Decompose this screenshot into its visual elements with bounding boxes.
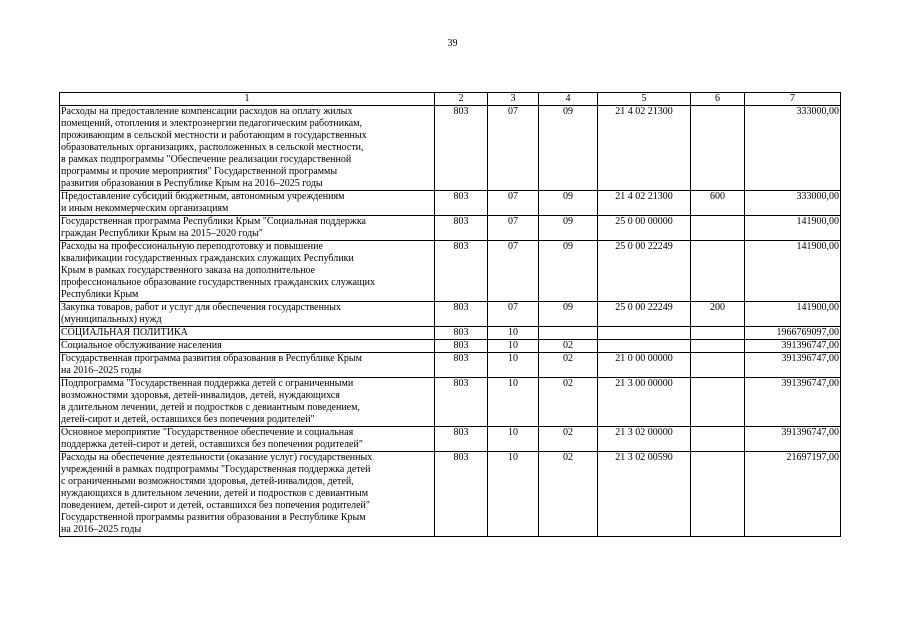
table-row — [60, 241, 841, 302]
row-name: Расходы на предоставление компенсации расходов на оплату жилых помещений, отопления и электроэнергии педагогическим работникам, проживающим в сельской местности и работающим в государственных образовательных организациях, расположенных в сельской местности, в рамках подпрограммы "Обеспечение реализации государственной программы и прочие мероприятия" Государственной программы развития образования в Республике Крым на 2016–2025 годы — [60, 106, 435, 191]
row-pr — [539, 327, 598, 340]
row-sum: 141900,00 — [745, 302, 841, 327]
row-csr — [598, 327, 691, 340]
table-row — [60, 327, 841, 340]
row-csr: 21 0 00 00000 — [598, 353, 691, 378]
table-row — [60, 378, 841, 427]
row-name: Закупка товаров, работ и услуг для обеспечения государственных (муниципальных) нужд — [60, 302, 435, 327]
row-ved: 803 — [435, 378, 488, 427]
header-col-1: 1 — [60, 93, 435, 106]
row-pr: 09 — [539, 302, 598, 327]
row-csr: 21 3 00 00000 — [598, 378, 691, 427]
row-vr — [691, 340, 745, 353]
row-rz: 10 — [488, 340, 539, 353]
budget-table — [59, 92, 841, 537]
row-sum: 391396747,00 — [745, 340, 841, 353]
header-row — [60, 93, 841, 106]
table-row — [60, 106, 841, 191]
row-name: Предоставление субсидий бюджетным, автономным учреждениям и иным некоммерческим организациям — [60, 191, 435, 216]
row-csr: 25 0 00 22249 — [598, 241, 691, 302]
row-pr: 02 — [539, 378, 598, 427]
table-body — [60, 106, 841, 537]
row-vr — [691, 216, 745, 241]
row-pr: 02 — [539, 353, 598, 378]
row-pr: 09 — [539, 106, 598, 191]
row-sum: 141900,00 — [745, 241, 841, 302]
header-col-4: 4 — [539, 93, 598, 106]
row-vr — [691, 241, 745, 302]
row-pr: 09 — [539, 191, 598, 216]
header-col-5: 5 — [598, 93, 691, 106]
row-name: Основное мероприятие "Государственное обеспечение и социальная поддержка детей-сирот и детей, оставшихся без попечения родителей" — [60, 427, 435, 452]
row-vr — [691, 378, 745, 427]
row-rz: 07 — [488, 106, 539, 191]
header-col-3: 3 — [488, 93, 539, 106]
row-ved: 803 — [435, 327, 488, 340]
row-vr: 600 — [691, 191, 745, 216]
row-pr: 09 — [539, 241, 598, 302]
row-name: Государственная программа Республики Крым "Социальная поддержка граждан Республики Крым на 2015–2020 годы" — [60, 216, 435, 241]
row-sum: 141900,00 — [745, 216, 841, 241]
row-csr — [598, 340, 691, 353]
row-name: Государственная программа развития образования в Республике Крым на 2016–2025 годы — [60, 353, 435, 378]
table-row — [60, 340, 841, 353]
row-sum: 391396747,00 — [745, 353, 841, 378]
table-row — [60, 302, 841, 327]
row-name: Расходы на обеспечение деятельности (оказание услуг) государственных учреждений в рамках подпрограммы "Государственная поддержка детей с ограниченными возможностями здоровья, детей-инвалидов, детей, нуждающихся в длительном лечении, детей и подростков с девиантным поведением, детей-сирот и детей, оставшихся без попечения родителей" Государственной программы развития образования в Республике Крым на 2016–2025 годы — [60, 452, 435, 537]
row-ved: 803 — [435, 241, 488, 302]
row-pr: 09 — [539, 216, 598, 241]
row-rz: 10 — [488, 378, 539, 427]
row-sum: 1966769097,00 — [745, 327, 841, 340]
header-col-2: 2 — [435, 93, 488, 106]
row-pr: 02 — [539, 340, 598, 353]
row-ved: 803 — [435, 452, 488, 537]
row-pr: 02 — [539, 452, 598, 537]
header-col-6: 6 — [691, 93, 745, 106]
row-vr — [691, 353, 745, 378]
row-rz: 10 — [488, 452, 539, 537]
row-ved: 803 — [435, 353, 488, 378]
row-sum: 333000,00 — [745, 106, 841, 191]
row-ved: 803 — [435, 216, 488, 241]
row-name: СОЦИАЛЬНАЯ ПОЛИТИКА — [60, 327, 435, 340]
row-vr — [691, 427, 745, 452]
row-sum: 333000,00 — [745, 191, 841, 216]
row-rz: 10 — [488, 327, 539, 340]
row-rz: 07 — [488, 216, 539, 241]
row-rz: 10 — [488, 353, 539, 378]
row-sum: 391396747,00 — [745, 378, 841, 427]
row-csr: 21 4 02 21300 — [598, 191, 691, 216]
row-ved: 803 — [435, 191, 488, 216]
row-vr — [691, 452, 745, 537]
row-vr: 200 — [691, 302, 745, 327]
row-rz: 07 — [488, 241, 539, 302]
row-name: Расходы на профессиональную переподготовку и повышение квалификации государственных гражданских служащих Республики Крым в рамках государственного заказа на дополнительное профессиональное образование государственных гражданских служащих Республики Крым — [60, 241, 435, 302]
row-ved: 803 — [435, 340, 488, 353]
table-row — [60, 191, 841, 216]
page-number: 39 — [447, 38, 458, 49]
row-ved: 803 — [435, 106, 488, 191]
row-ved: 803 — [435, 427, 488, 452]
table-row — [60, 216, 841, 241]
row-csr: 21 3 02 00590 — [598, 452, 691, 537]
table-row — [60, 427, 841, 452]
row-csr: 25 0 00 22249 — [598, 302, 691, 327]
row-ved: 803 — [435, 302, 488, 327]
row-rz: 10 — [488, 427, 539, 452]
table-row — [60, 353, 841, 378]
row-rz: 07 — [488, 302, 539, 327]
row-name: Социальное обслуживание населения — [60, 340, 435, 353]
table-row — [60, 452, 841, 537]
row-sum: 21697197,00 — [745, 452, 841, 537]
row-rz: 07 — [488, 191, 539, 216]
row-csr: 21 3 02 00000 — [598, 427, 691, 452]
header-col-7: 7 — [745, 93, 841, 106]
row-name: Подпрограмма "Государственная поддержка детей с ограниченными возможностями здоровья, детей-инвалидов, детей, нуждающихся в длительном лечении, детей и подростков с девиантным поведением, детей-сирот и детей, оставшихся без попечения родителей" — [60, 378, 435, 427]
row-sum: 391396747,00 — [745, 427, 841, 452]
row-csr: 25 0 00 00000 — [598, 216, 691, 241]
row-csr: 21 4 02 21300 — [598, 106, 691, 191]
row-vr — [691, 106, 745, 191]
row-vr — [691, 327, 745, 340]
row-pr: 02 — [539, 427, 598, 452]
